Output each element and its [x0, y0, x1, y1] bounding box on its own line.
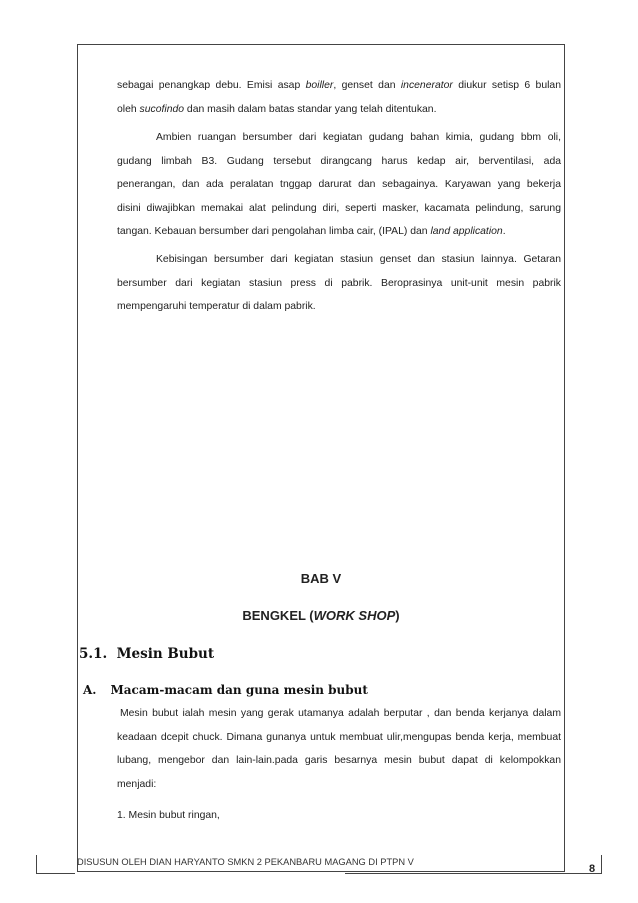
paragraph-line: penerangan, dan ada peralatan tnggap darurat dan sebagainya. Karyawan yang bekerja: [117, 179, 561, 191]
paragraph-line: disini diwajibkan memakai alat pelindung diri, seperti masker, kacamata pelindung, sarung: [117, 202, 561, 214]
page-number: 8: [589, 863, 596, 875]
paragraph-line: Mesin bubut ialah mesin yang gerak utamanya adalah berputar , dan benda kerjanya dalam: [120, 708, 561, 719]
chapter-number: BAB V: [300, 571, 342, 586]
subsection-title: Macam-macam dan guna mesin bubut: [110, 683, 368, 697]
section-heading: [79, 646, 214, 662]
paragraph-line: gudang limbah B3. Gudang tersebut dirangcang harus kedap air, berventilasi, ada: [117, 155, 561, 167]
paragraph-kebisingan: [117, 248, 561, 319]
paragraph-line: tangan. Kebauan bersumber dari pengolahan limba cair, (IPAL) dan land application.: [117, 226, 506, 238]
paragraph-line: menjadi:: [117, 778, 157, 790]
footer-text: DISUSUN OLEH DIAN HARYANTO SMKN 2 PEKANBARU MAGANG DI PTPN V: [77, 857, 414, 867]
paragraph-emisi: [117, 74, 561, 121]
paragraph-line: mempengaruhi temperatur di dalam pabrik.: [117, 301, 316, 313]
paragraph-line: oleh sucofindo dan masih dalam batas standar yang telah ditentukan.: [117, 103, 437, 115]
paragraph-line: Ambien ruangan bersumber dari kegiatan gudang bahan kimia, gudang bbm oli,: [156, 132, 561, 143]
section-title: Mesin Bubut: [116, 646, 215, 662]
paragraph-mesin-bubut: [117, 702, 561, 796]
paragraph-line: bersumber dari kegiatan stasiun press di pabrik. Beroprasinya unit-unit mesin pabrik: [117, 277, 561, 289]
footer-bracket-left: [36, 855, 75, 874]
subsection-heading: [83, 683, 368, 697]
subsection-letter: A.: [83, 683, 97, 697]
list-item-1: 1. Mesin bubut ringan,: [117, 810, 220, 821]
paragraph-line: sebagai penangkap debu. Emisi asap boiller, genset dan incenerator diukur setisp 6 bulan: [117, 80, 561, 91]
chapter-title: BENGKEL (WORK SHOP): [242, 608, 400, 623]
paragraph-line: Kebisingan bersumber dari kegiatan stasiun genset dan stasiun lainnya. Getaran: [156, 254, 561, 265]
paragraph-line: keadaan dcepit chuck. Dimana gunanya untuk membuat ulir,mengupas benda kerja, membuat: [117, 731, 561, 743]
section-number: 5.1.: [79, 646, 108, 662]
paragraph-line: lubang, mengebor dan lain-lain.pada garis besarnya mesin bubut dapat di kelompokkan: [117, 755, 561, 767]
paragraph-ambien: [117, 126, 561, 244]
